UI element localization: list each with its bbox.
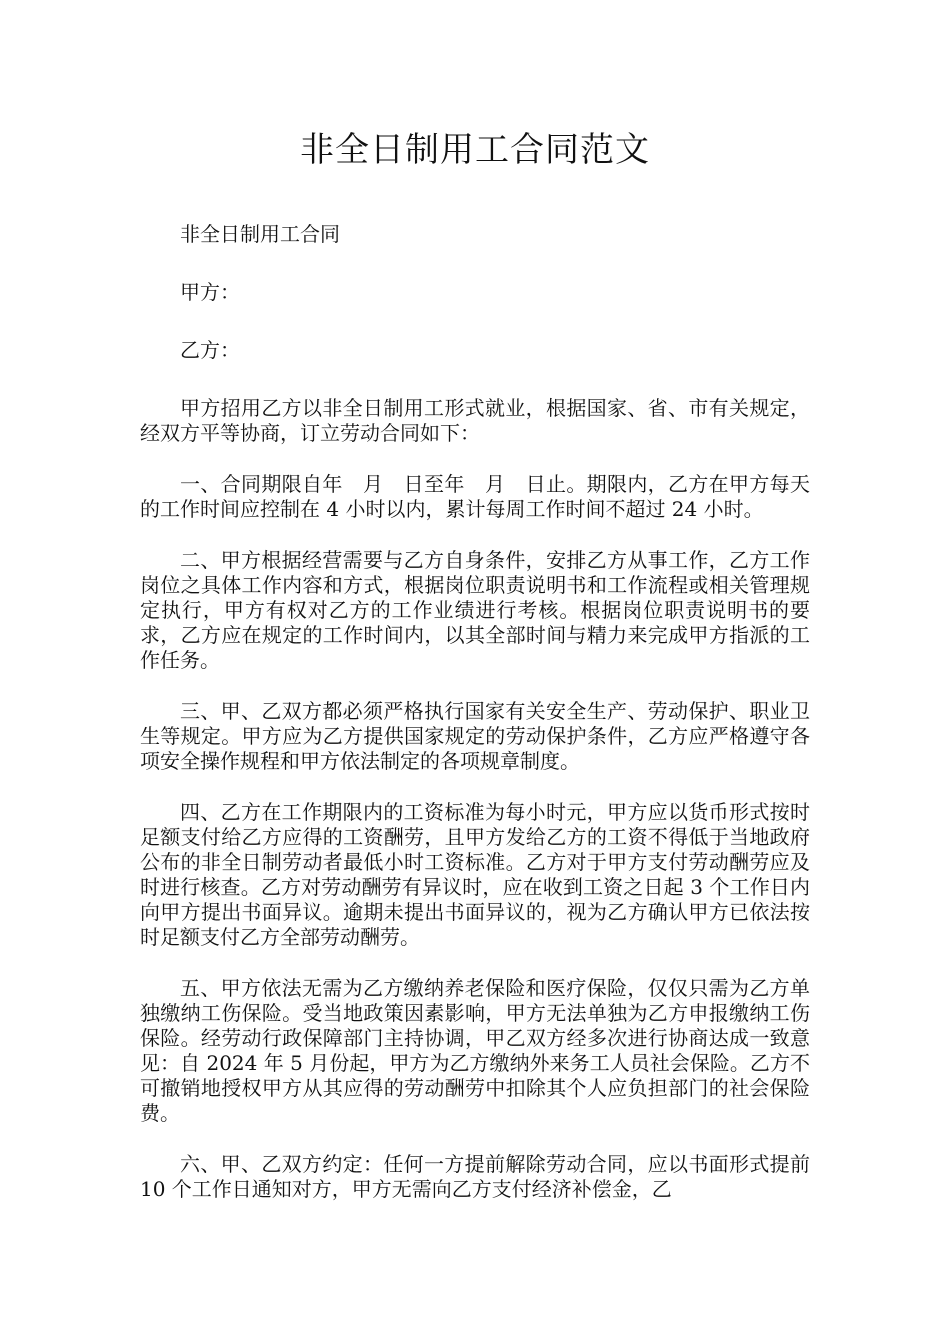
clause-6-paragraph: 六、甲、乙双方约定：任何一方提前解除劳动合同，应以书面形式提前 10 个工作日通知对方，甲方无需向乙方支付经济补偿金，乙 <box>140 1152 810 1201</box>
clause-2-paragraph: 二、甲方根据经营需要与乙方自身条件，安排乙方从事工作，乙方工作岗位之具体工作内容和方式，根据岗位职责说明书和工作流程或相关管理规定执行，甲方有权对乙方的工作业绩进行考核。根据岗位职责说明书的要求，乙方应在规定的工作时间内，以其全部时间与精力来完成甲方指派的工作任务。 <box>140 548 810 672</box>
party-a-line: 甲方： <box>180 280 240 304</box>
document-body <box>140 222 810 1228</box>
preamble-paragraph: 甲方招用乙方以非全日制用工形式就业，根据国家、省、市有关规定，经双方平等协商，订立劳动合同如下： <box>140 396 810 445</box>
contract-heading: 非全日制用工合同 <box>180 222 340 246</box>
clause-1-paragraph: 一、合同期限自年 月 日至年 月 日止。期限内，乙方在甲方每天的工作时间应控制在 4 小时以内，累计每周工作时间不超过 24 小时。 <box>140 472 810 521</box>
clause-3-paragraph: 三、甲、乙双方都必须严格执行国家有关安全生产、劳动保护、职业卫生等规定。甲方应为乙方提供国家规定的劳动保护条件，乙方应严格遵守各项安全操作规程和甲方依法制定的各项规章制度。 <box>140 699 810 773</box>
clause-5-paragraph: 五、甲方依法无需为乙方缴纳养老保险和医疗保险，仅仅只需为乙方单独缴纳工伤保险。受当地政策因素影响，甲方无法单独为乙方申报缴纳工伤保险。经劳动行政保障部门主持协调，甲乙双方经多次进行协商达成一致意见：自 2024 年 5 月份起，甲方为乙方缴纳外来务工人员社会保险。乙方不可撤销地授权甲方从其应得的劳动酬劳中扣除其个人应负担部门的社会保险费。 <box>140 976 810 1125</box>
document-title: 非全日制用工合同范文 <box>300 130 650 170</box>
clause-4-paragraph: 四、乙方在工作期限内的工资标准为每小时元，甲方应以货币形式按时足额支付给乙方应得的工资酬劳，且甲方发给乙方的工资不得低于当地政府公布的非全日制劳动者最低小时工资标准。乙方对于甲方支付劳动酬劳应及时进行核查。乙方对劳动酬劳有异议时，应在收到工资之日起 3 个工作日内向甲方提出书面异议。逾期未提出书面异议的，视为乙方确认甲方已依法按时足额支付乙方全部劳动酬劳。 <box>140 800 810 949</box>
party-b-line: 乙方： <box>180 338 240 362</box>
